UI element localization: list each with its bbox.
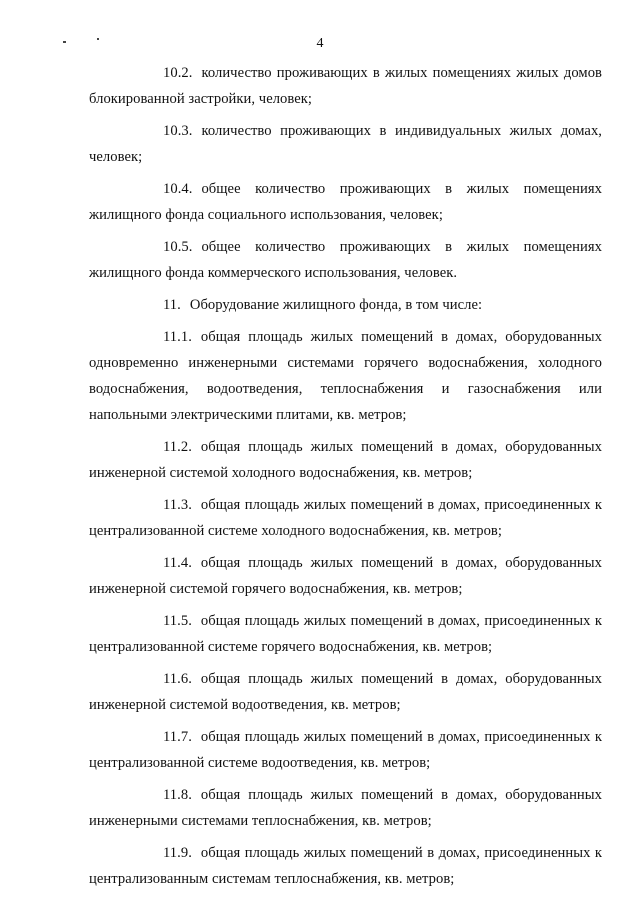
item-text: общая площадь жилых помещений в домах, оборудованных одновременно инженерными системами горячего водоснабжения, холодного водоснабжения, водоотведения, теплоснабжения и газоснабжения или напольными электрическими плитами, кв. метров; bbox=[89, 329, 602, 423]
list-item bbox=[89, 118, 602, 170]
document-body bbox=[89, 60, 602, 898]
item-number: 11.5. bbox=[163, 613, 192, 629]
list-item bbox=[89, 666, 602, 718]
list-item bbox=[89, 234, 602, 286]
item-text: общая площадь жилых помещений в домах, присоединенных к централизованной системе водоотведения, кв. метров; bbox=[89, 729, 602, 771]
item-text: общая площадь жилых помещений в домах, оборудованных инженерной системой горячего водоснабжения, кв. метров; bbox=[89, 555, 602, 597]
list-item bbox=[89, 176, 602, 228]
item-number: 11.6. bbox=[163, 671, 192, 687]
item-number: 11.3. bbox=[163, 497, 192, 513]
item-number: 10.3. bbox=[163, 123, 193, 139]
item-number: 10.4. bbox=[163, 181, 193, 197]
item-number: 11.8. bbox=[163, 787, 192, 803]
item-text: общая площадь жилых помещений в домах, присоединенных к централизованным системам теплоснабжения, кв. метров; bbox=[89, 845, 602, 887]
list-item bbox=[89, 60, 602, 112]
item-number: 10.5. bbox=[163, 239, 193, 255]
item-text: общая площадь жилых помещений в домах, оборудованных инженерной системой водоотведения, кв. метров; bbox=[89, 671, 602, 713]
list-item bbox=[89, 434, 602, 486]
list-item bbox=[89, 292, 602, 318]
list-item bbox=[89, 782, 602, 834]
item-number: 11. bbox=[163, 297, 181, 313]
item-number: 11.9. bbox=[163, 845, 192, 861]
item-text: общее количество проживающих в жилых помещениях жилищного фонда социального использования, человек; bbox=[89, 181, 602, 223]
item-text: Оборудование жилищного фонда, в том числе: bbox=[189, 297, 483, 313]
item-number: 11.2. bbox=[163, 439, 192, 455]
item-text: количество проживающих в жилых помещениях жилых домов блокированной застройки, человек; bbox=[89, 65, 602, 107]
item-text: общая площадь жилых помещений в домах, присоединенных к централизованной системе горячего водоснабжения, кв. метров; bbox=[89, 613, 602, 655]
item-text: общая площадь жилых помещений в домах, присоединенных к централизованной системе холодного водоснабжения, кв. метров; bbox=[89, 497, 602, 539]
list-item bbox=[89, 550, 602, 602]
list-item bbox=[89, 324, 602, 428]
item-number: 11.4. bbox=[163, 555, 192, 571]
item-text: общее количество проживающих в жилых помещениях жилищного фонда коммерческого использования, человек. bbox=[89, 239, 602, 281]
list-item bbox=[89, 724, 602, 776]
item-number: 11.7. bbox=[163, 729, 192, 745]
item-text: общая площадь жилых помещений в домах, оборудованных инженерными системами теплоснабжения, кв. метров; bbox=[89, 787, 602, 829]
list-item bbox=[89, 608, 602, 660]
item-text: общая площадь жилых помещений в домах, оборудованных инженерной системой холодного водоснабжения, кв. метров; bbox=[89, 439, 602, 481]
item-number: 10.2. bbox=[163, 65, 193, 81]
page-number: 4 bbox=[316, 36, 324, 51]
list-item bbox=[89, 840, 602, 892]
list-item bbox=[89, 492, 602, 544]
item-text: количество проживающих в индивидуальных жилых домах, человек; bbox=[89, 123, 602, 165]
item-number: 11.1. bbox=[163, 329, 192, 345]
